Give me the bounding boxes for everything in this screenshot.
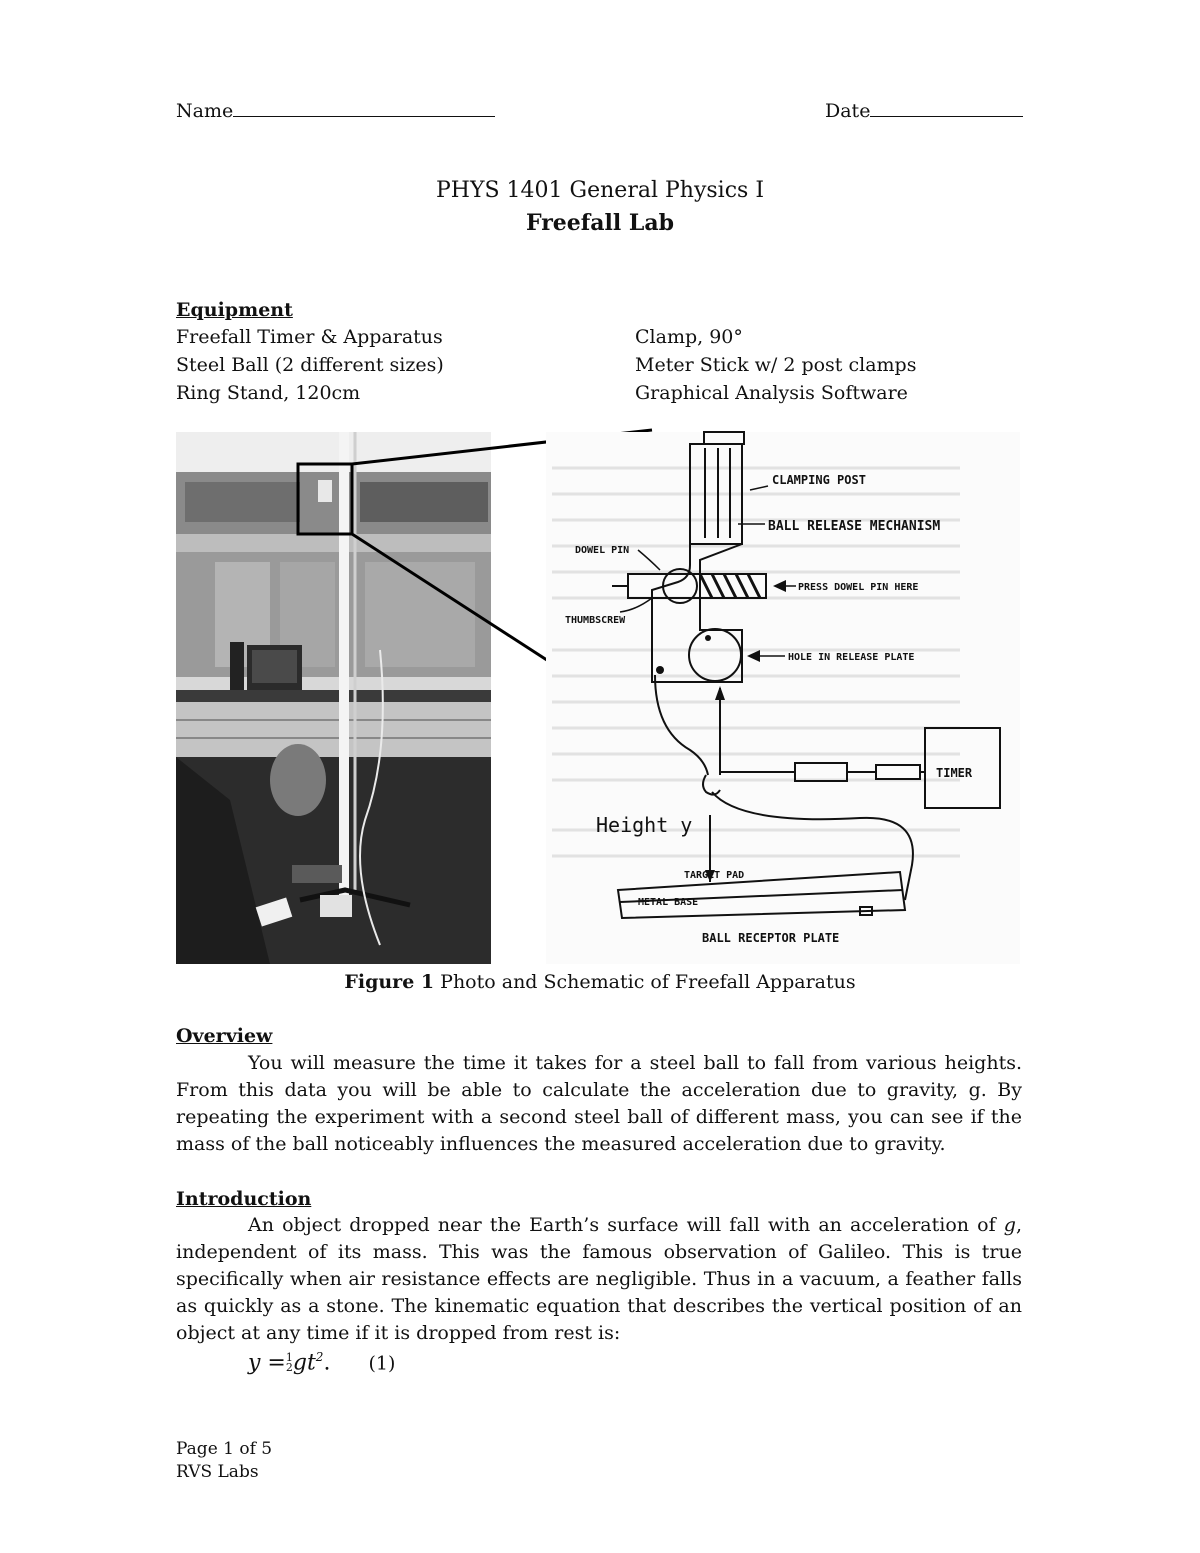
schematic-label: DOWEL PIN — [575, 545, 630, 556]
equipment-item: Meter Stick w/ 2 post clamps — [635, 354, 917, 376]
equation-fraction — [286, 1353, 293, 1373]
overview-heading: Overview — [176, 1025, 273, 1047]
date-label: Date — [825, 100, 871, 122]
schematic-label: METAL BASE — [638, 897, 699, 908]
equipment-item: Graphical Analysis Software — [635, 382, 908, 404]
footer-page: Page 1 of 5 — [176, 1439, 273, 1459]
equation-period: . — [323, 1350, 331, 1376]
equation-1 — [248, 1350, 395, 1375]
equipment-item: Freefall Timer & Apparatus — [176, 326, 443, 348]
figure-caption — [0, 968, 1200, 996]
schematic-label: HOLE IN RELEASE PLATE — [788, 652, 915, 663]
course-title: PHYS 1401 General Physics I — [435, 178, 765, 203]
equation-number: (1) — [368, 1352, 396, 1375]
equation-lhs: y = — [248, 1350, 286, 1376]
g-symbol: g — [1003, 1214, 1016, 1236]
date-field — [825, 96, 1023, 125]
introduction-heading: Introduction — [176, 1188, 312, 1210]
height-label: Height y — [596, 813, 693, 837]
name-field — [176, 96, 495, 125]
schematic-label: BALL RECEPTOR PLATE — [702, 931, 840, 945]
figure-1-graphic — [0, 420, 1200, 975]
introduction-text-2: , independent of its mass. This was the famous observation of Galileo. This is true specifically when air resistance effects are negligible. Thus in a vacuum, a feather falls as quickly as a stone. The kinematic equation that describes the vertical position of an object at any time if it is dropped from rest is: — [176, 1214, 1022, 1344]
figure-caption-label: Figure 1 — [344, 971, 435, 993]
apparatus-photo — [176, 432, 491, 964]
equipment-heading: Equipment — [176, 299, 293, 321]
equation-rhs: gt — [292, 1350, 316, 1376]
introduction-paragraph — [176, 1212, 1022, 1347]
fraction-denominator: 2 — [285, 1361, 293, 1375]
schematic-label: TARGET PAD — [684, 870, 745, 881]
introduction-text-1: An object dropped near the Earth’s surface will fall with an acceleration of — [248, 1214, 1004, 1236]
schematic-label: PRESS DOWEL PIN HERE — [798, 582, 919, 593]
equipment-item: Steel Ball (2 different sizes) — [176, 354, 444, 376]
fraction-numerator: 1 — [285, 1351, 293, 1365]
figure-caption-text: Photo and Schematic of Freefall Apparatus — [434, 971, 856, 993]
equation-exponent: 2 — [315, 1350, 324, 1364]
overview-text: You will measure the time it takes for a steel ball to fall from various heights. From this data you will be able to calculate the acceleration due to gravity, g. By repeating the experiment with a second steel ball of different mass, you can see if the mass of the ball noticeably influences the measured acceleration due to gravity. — [176, 1052, 1022, 1155]
name-blank-line[interactable] — [233, 96, 495, 117]
name-label: Name — [176, 100, 234, 122]
equipment-item: Ring Stand, 120cm — [176, 382, 361, 404]
schematic-label: THUMBSCREW — [565, 615, 626, 626]
equipment-item: Clamp, 90° — [635, 326, 743, 348]
date-blank-line[interactable] — [870, 96, 1023, 117]
footer-org: RVS Labs — [176, 1462, 259, 1482]
schematic-label: BALL RELEASE MECHANISM — [768, 519, 941, 534]
schematic-label: CLAMPING POST — [772, 473, 866, 487]
overview-paragraph — [176, 1050, 1022, 1158]
schematic-label: TIMER — [936, 766, 973, 780]
apparatus-schematic — [546, 432, 1020, 964]
lab-title: Freefall Lab — [525, 210, 675, 236]
